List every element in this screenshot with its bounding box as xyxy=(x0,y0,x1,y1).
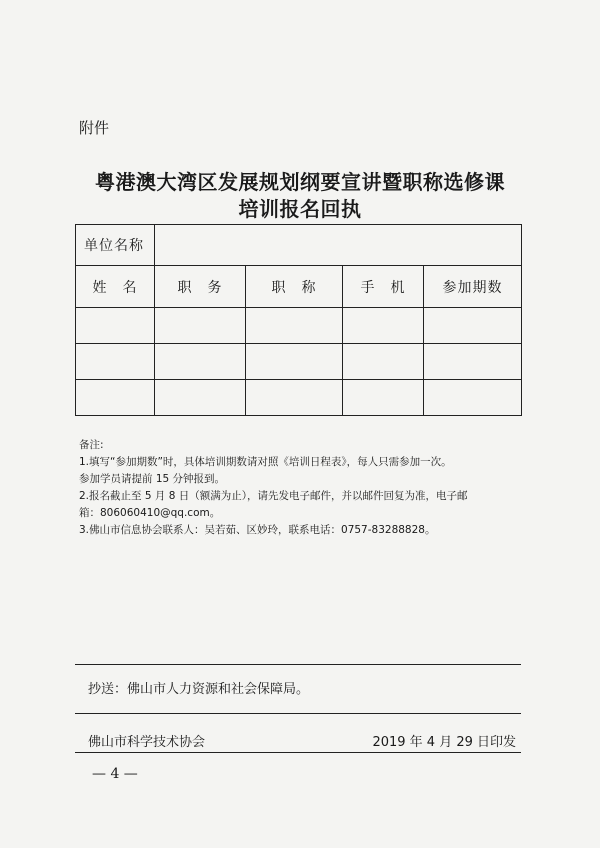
unit-name-field[interactable] xyxy=(155,225,522,266)
divider-middle xyxy=(75,713,521,714)
title-cell[interactable] xyxy=(246,380,343,416)
unit-name-label: 单位名称 xyxy=(76,225,155,266)
name-cell[interactable] xyxy=(76,344,155,380)
note-line: 2.报名截止至 5 月 8 日（额满为止），请先发电子邮件，并以邮件回复为准，电子邮 xyxy=(79,490,468,502)
notes-section xyxy=(79,437,519,539)
header-title: 职 称 xyxy=(246,266,343,308)
header-name: 姓 名 xyxy=(76,266,155,308)
mobile-cell[interactable] xyxy=(343,344,424,380)
position-cell[interactable] xyxy=(155,344,246,380)
registration-form-table xyxy=(75,224,522,416)
name-cell[interactable] xyxy=(76,308,155,344)
page-number: — 4 — xyxy=(92,766,138,782)
header-mobile: 手 机 xyxy=(343,266,424,308)
unit-row xyxy=(76,225,522,266)
issuer-name: 佛山市科学技术协会 xyxy=(88,735,206,750)
note-line: 1.填写“参加期数”时，具体培训期数请对照《培训日程表》，每人只需参加一次。 xyxy=(79,456,452,468)
name-cell[interactable] xyxy=(76,380,155,416)
attachment-label: 附件 xyxy=(79,119,110,137)
notes-heading: 备注: xyxy=(79,439,104,451)
divider-top xyxy=(75,664,521,665)
mobile-cell[interactable] xyxy=(343,380,424,416)
document-title-line2: 培训报名回执 xyxy=(238,197,362,221)
divider-bottom xyxy=(75,752,521,753)
session-cell[interactable] xyxy=(424,344,522,380)
header-position: 职 务 xyxy=(155,266,246,308)
position-cell[interactable] xyxy=(155,308,246,344)
session-cell[interactable] xyxy=(424,308,522,344)
title-cell[interactable] xyxy=(246,308,343,344)
table-row xyxy=(76,308,522,344)
header-session: 参加期数 xyxy=(424,266,522,308)
table-row xyxy=(76,380,522,416)
cc-line: 抄送：佛山市人力资源和社会保障局。 xyxy=(88,682,310,697)
session-cell[interactable] xyxy=(424,380,522,416)
issue-date: 2019 年 4 月 29 日印发 xyxy=(372,735,516,750)
note-line: 箱：806060410@qq.com。 xyxy=(79,507,221,519)
mobile-cell[interactable] xyxy=(343,308,424,344)
table-row xyxy=(76,344,522,380)
note-line: 3.佛山市信息协会联系人：吴若茹、区妙玲，联系电话：0757-83288828。 xyxy=(79,524,436,536)
title-cell[interactable] xyxy=(246,344,343,380)
note-line: 参加学员请提前 15 分钟报到。 xyxy=(79,473,226,485)
document-title-line1: 粤港澳大湾区发展规划纲要宣讲暨职称选修课 xyxy=(95,170,505,194)
header-row xyxy=(76,266,522,308)
position-cell[interactable] xyxy=(155,380,246,416)
